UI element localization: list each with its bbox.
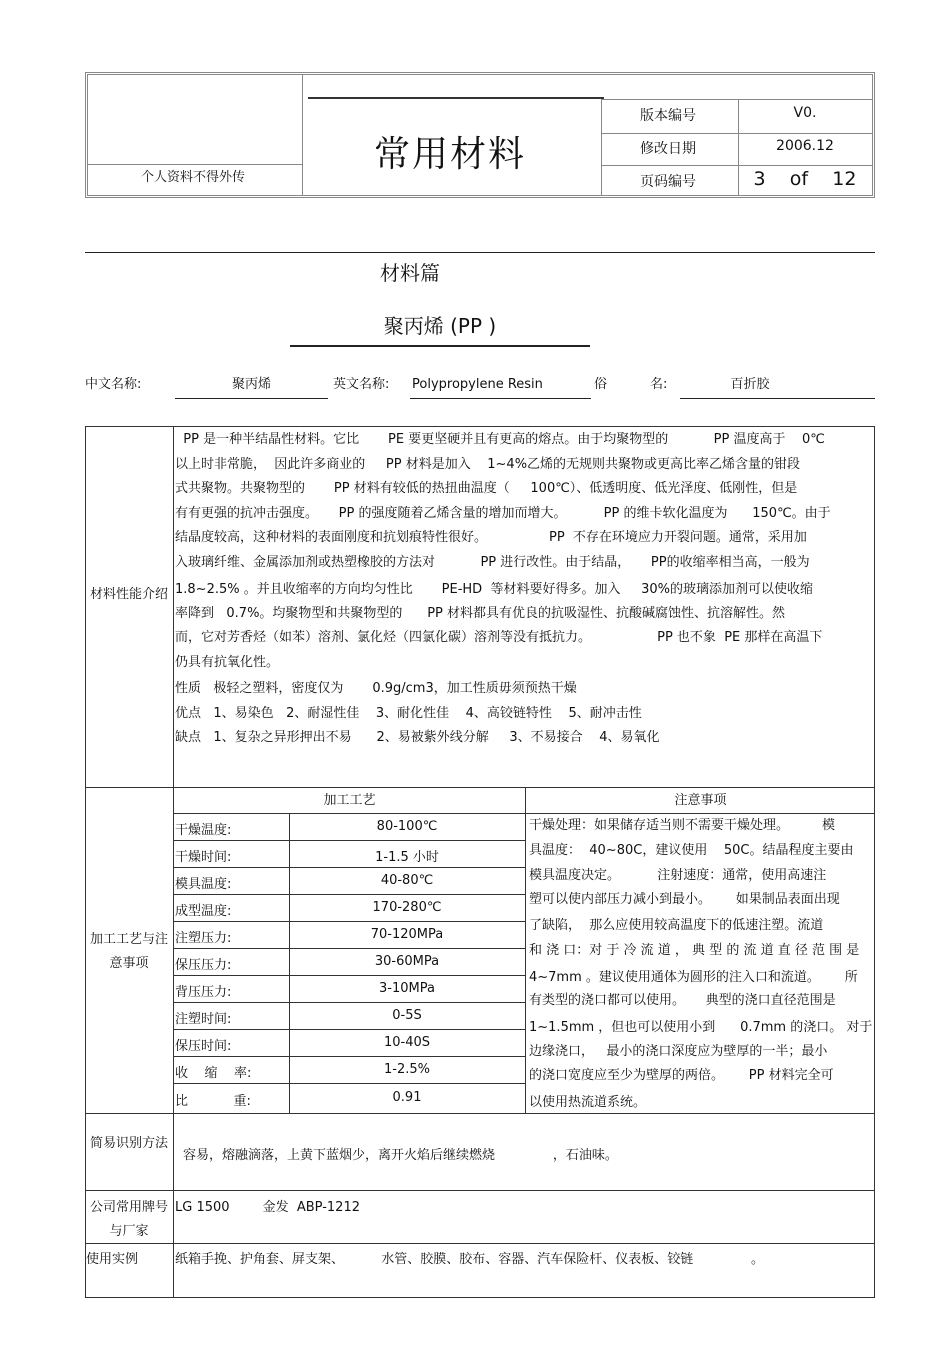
material-title: 聚丙烯 (PP ) [383, 314, 497, 338]
param-name: 比 重: [175, 1094, 251, 1109]
row-divider [85, 1243, 875, 1244]
param-name: 注塑压力: [175, 930, 232, 946]
param-row-divider [174, 1002, 525, 1003]
note-line: 塑可以使内部压力减小到最小。 如果制品表面出现 [529, 892, 840, 907]
page-number: 3 of 12 [753, 168, 857, 190]
common-name-underline [680, 398, 875, 399]
param-value: 30-60MPa [374, 953, 440, 969]
cn-name-underline [175, 398, 328, 399]
intro-line: 优点 1、易染色 2、耐湿性佳 3、耐化性佳 4、高铰链特性 5、耐冲击性 [175, 706, 642, 721]
process-label: 加工工艺与注意事项 [89, 932, 168, 971]
common-name-label: 俗 [594, 377, 608, 392]
param-name: 保压压力: [175, 957, 232, 973]
brands-value: LG 1500 金发 ABP-1212 [175, 1200, 360, 1215]
title-underline [290, 345, 590, 347]
intro-line: 有有更强的抗冲击强度。 PP 的强度随着乙烯含量的增加而增大。 PP 的维卡软化温度为 150℃。由于 [175, 506, 831, 521]
param-value: 1-1.5 小时 [375, 849, 439, 865]
identify-label: 简易识别方法 [89, 1136, 168, 1151]
intro-line: 仍具有抗氧化性。 [175, 655, 280, 670]
cn-name-value: 聚丙烯 [231, 377, 271, 392]
intro-line: 式共聚物。共聚物型的 PP 材料有较低的热扭曲温度（ 100℃）、低透明度、低光泽度、低刚性，但是 [175, 481, 798, 496]
process-column-divider [525, 788, 526, 1113]
version-value: V0. [793, 105, 817, 121]
param-name: 背压压力: [175, 984, 232, 1000]
note-line: 以使用热流道系统。 [529, 1095, 647, 1110]
row-divider [85, 1190, 875, 1191]
param-name: 模具温度: [175, 876, 232, 892]
param-name: 保压时间: [175, 1038, 232, 1054]
intro-line: 结晶度较高，这种材料的表面刚度和抗划痕特性很好。 PP 不存在环境应力开裂问题。通常，采用加 [175, 530, 807, 545]
param-value: 80-100℃ [376, 818, 438, 834]
intro-line: 以上时非常脆， 因此许多商业的 PP 材料是加入 1~4%乙烯的无规则共聚物或更高比率乙烯含量的钳段 [175, 457, 801, 472]
row-divider [85, 787, 875, 788]
note-line: 模具温度决定。 注射速度：通常，使用高速注 [529, 868, 827, 883]
param-row-divider [174, 1029, 525, 1030]
usage-value: 纸箱手挽、护角套、屏支架、 水管、胶膜、胶布、容器、汽车保险杆、仪表板、铰链 。 [175, 1252, 765, 1267]
note-line: 4~7mm 。建议使用通体为圆形的注入口和流道。 所 [529, 970, 858, 985]
row-divider [85, 1113, 875, 1114]
en-name-value: Polypropylene Resin [412, 377, 543, 392]
note-line: 的浇口宽度应至少为壁厚的两倍。 PP 材料完全可 [529, 1068, 834, 1083]
common-name-label-2: 名: [650, 377, 668, 392]
section-divider [85, 252, 875, 253]
param-value: 10-40S [383, 1034, 431, 1050]
section-title: 材料篇 [380, 261, 440, 285]
param-name: 干燥温度: [175, 822, 232, 838]
param-name: 干燥时间: [175, 849, 232, 865]
label-column-divider [173, 426, 174, 1298]
param-value: 70-120MPa [370, 926, 444, 942]
note-line: 了缺陷， 那么应使用较高温度下的低速注塑。流道 [529, 918, 824, 933]
note-line: 具温度： 40~80C，建议使用 50C。结晶程度主要由 [529, 843, 854, 858]
date-label: 修改日期 [640, 141, 696, 157]
en-name-underline [410, 398, 591, 399]
notes-col-header: 注意事项 [674, 793, 727, 808]
param-name: 注塑时间: [175, 1011, 232, 1027]
param-row-divider [174, 867, 525, 868]
date-value: 2006.12 [776, 138, 834, 154]
param-value: 40-80℃ [380, 872, 434, 888]
usage-label: 使用实例 [86, 1252, 139, 1267]
page-label: 页码编号 [640, 174, 696, 190]
param-row-divider [174, 894, 525, 895]
param-row-divider [174, 975, 525, 976]
intro-line: PP 是一种半结晶性材料。它比 PE 要更坚硬并且有更高的熔点。由于均聚物型的 PP 温度高于 0℃ [175, 432, 825, 447]
param-row-divider [174, 921, 525, 922]
intro-line: 缺点 1、复杂之异形押出不易 2、易被紫外线分解 3、不易接合 4、易氧化 [175, 730, 660, 745]
param-row-divider [174, 948, 525, 949]
param-name: 成型温度: [175, 903, 232, 919]
intro-line: 1.8~2.5% 。并且收缩率的方向均匀性比 PE-HD 等材料要好得多。加入 30%的玻璃添加剂可以使收缩 [175, 582, 814, 597]
note-line: 有类型的浇口都可以使用。 典型的浇口直径范围是 [529, 993, 836, 1008]
param-row-divider [174, 840, 525, 841]
param-value: 170-280℃ [372, 899, 442, 915]
intro-label: 材料性能介绍 [89, 587, 168, 602]
note-line: 和 浇 口：对 于 冷 流 道 ， 典 型 的 流 道 直 径 范 围 是 [529, 943, 860, 958]
intro-line: 而，它对芳香烃（如苯）溶剂、氯化烃（四氯化碳）溶剂等没有抵抗力。 PP 也不象 PE 那样在高温下 [175, 630, 823, 645]
process-header-divider [174, 813, 875, 814]
brands-label: 公司常用牌号与厂家 [89, 1200, 168, 1239]
cn-name-label: 中文名称: [85, 377, 142, 392]
intro-line: 性质 极轻之塑料，密度仅为 0.9g/cm3，加工性质毋须预热干燥 [175, 681, 577, 696]
param-name: 收 缩 率: [175, 1065, 252, 1081]
doc-title: 常用材料 [373, 134, 526, 175]
param-value: 0.91 [392, 1090, 422, 1105]
param-row-divider [174, 1083, 525, 1084]
param-value: 0-5S [392, 1007, 422, 1023]
common-name-value: 百折胶 [730, 377, 770, 392]
note-line: 边缘浇口， 最小的浇口深度应为壁厚的一半；最小 [529, 1044, 828, 1059]
note-line: 1~1.5mm ，但也可以使用小到 0.7mm 的浇口。 对于 [529, 1020, 873, 1035]
param-value: 3-10MPa [379, 980, 435, 996]
note-line: 干燥处理：如果储存适当则不需要干燥处理。 模 [529, 818, 836, 833]
process-col-header: 加工工艺 [323, 793, 376, 808]
intro-line: 入玻璃纤维、金属添加剂或热塑橡胶的方法对 PP 进行改性。由于结晶， PP的收缩率相当高，一般为 [175, 555, 810, 570]
param-value: 1-2.5% [384, 1061, 430, 1077]
confidential-note: 个人资料不得外传 [140, 170, 245, 185]
identify-value: 容易，熔融滴落，上黄下蓝烟少，离开火焰后继续燃烧 ，石油味。 [183, 1148, 618, 1163]
param-row-divider [174, 1056, 525, 1057]
version-label: 版本编号 [640, 108, 696, 124]
intro-line: 率降到 0.7%。均聚物型和共聚物型的 PP 材料都具有优良的抗吸湿性、抗酸碱腐蚀性、抗溶解性。然 [175, 606, 786, 621]
en-name-label: 英文名称: [333, 377, 390, 392]
